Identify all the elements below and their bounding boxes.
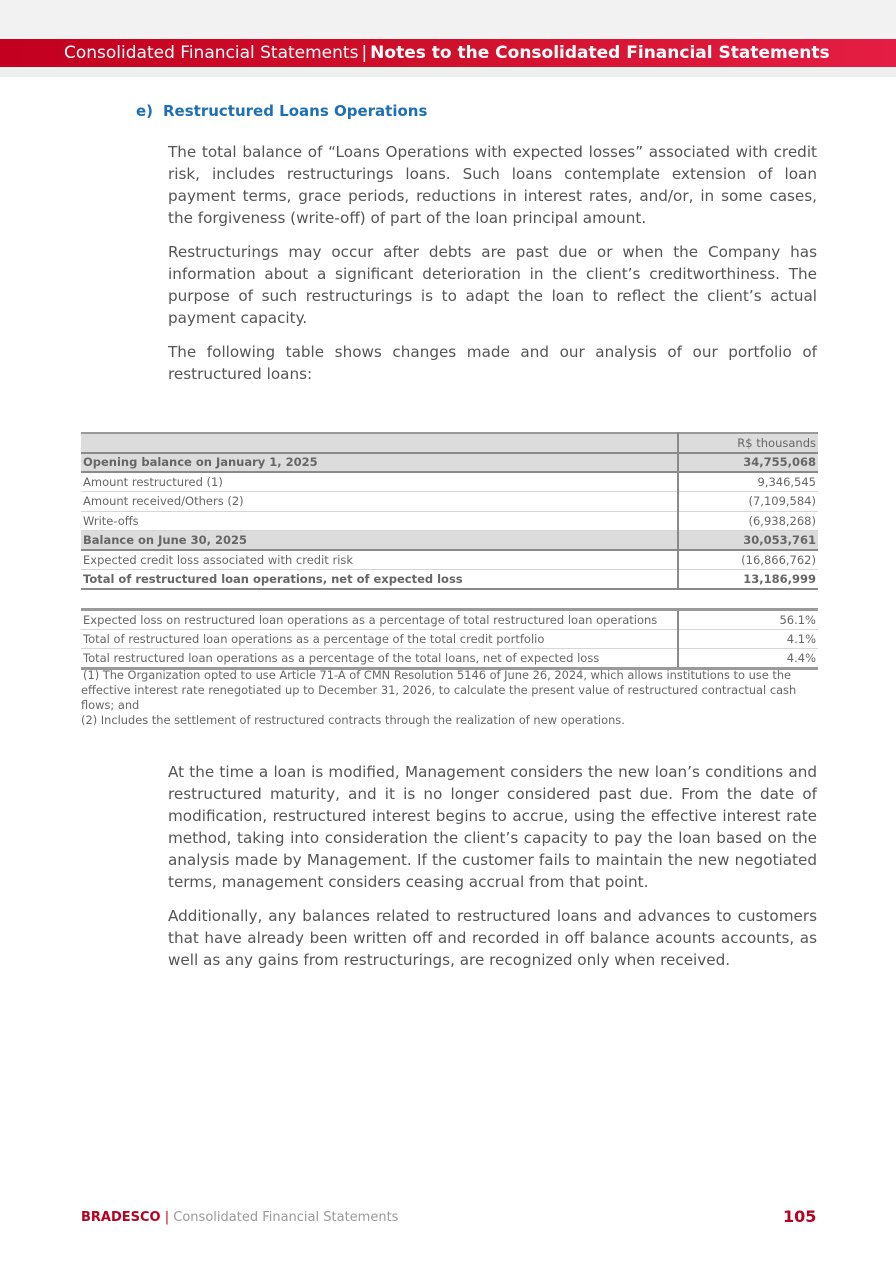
header-section-title: Notes to the Consolidated Financial Statements — [370, 43, 830, 63]
restructured-loans-movement-table — [81, 432, 818, 590]
row-value: 4.4% — [678, 649, 818, 669]
paragraph-written-off-balances: Additionally, any balances related to restructured loans and advances to customers that have already been written off and recorded in off balance acounts accounts, as well as any gains from restructurings, are recognized only when received. — [168, 907, 817, 969]
row-value: 56.1% — [678, 610, 818, 630]
table-row — [81, 492, 818, 512]
paragraph-table-intro: The following table shows changes made and our analysis of our portfolio of restructured loans: — [168, 343, 817, 383]
row-value: (6,938,268) — [678, 511, 818, 531]
restructured-loans-ratio-table — [81, 608, 818, 670]
footer-brand: BRADESCO — [81, 1210, 161, 1225]
row-value: (7,109,584) — [678, 492, 818, 512]
section-heading — [136, 102, 427, 120]
header-separator: | — [361, 43, 368, 63]
table-row — [81, 649, 818, 669]
row-label: Expected loss on restructured loan operations as a percentage of total restructured loan operations — [81, 610, 678, 630]
row-label: Total restructured loan operations as a percentage of the total loans, net of expected loss — [81, 649, 678, 669]
footer-separator: | — [164, 1210, 170, 1225]
footnote-1: (1) The Organization opted to use Article 71-A of CMN Resolution 5146 of June 26, 2024, which allows institutions to use the effective interest rate renegotiated up to December 31, 2026, to calculate the present value of restructured contractual cash flows; and — [81, 668, 797, 712]
section-title-text: Restructured Loans Operations — [163, 102, 428, 120]
page-footer — [81, 1210, 398, 1225]
table-row — [81, 629, 818, 649]
row-label: Opening balance on January 1, 2025 — [81, 453, 678, 473]
paragraph-intro: The total balance of “Loans Operations with expected losses” associated with credit risk, includes restructurings loans. Such loans contemplate extension of loan payment terms, grace periods, reductions in interest rates, and/or, in some cases, the forgiveness (write-off) of part of the loan principal amount. — [168, 143, 817, 227]
paragraph-modification: At the time a loan is modified, Management considers the new loan’s conditions and restructured maturity, and it is no longer considered past due. From the date of modification, restructured interest begins to accrue, using the effective interest rate method, taking into consideration the client’s capacity to pay the loan based on the analysis made by Management. If the customer fails to maintain the new negotiated terms, management considers ceasing accrual from that point. — [168, 763, 817, 891]
table-row — [81, 472, 818, 492]
unit-header: R$ thousands — [678, 433, 818, 453]
table-footnotes — [81, 668, 811, 728]
table-row — [81, 511, 818, 531]
row-label: Expected credit loss associated with credit risk — [81, 550, 678, 570]
page-number: 105 — [783, 1207, 817, 1226]
row-label: Total of restructured loan operations, net of expected loss — [81, 570, 678, 590]
table-row-opening-balance — [81, 453, 818, 473]
header-label-cell — [81, 433, 678, 453]
header-underline-band — [0, 67, 896, 77]
table-row — [81, 550, 818, 570]
header-document-title: Consolidated Financial Statements — [64, 43, 359, 63]
row-value: 9,346,545 — [678, 472, 818, 492]
row-value: 34,755,068 — [678, 453, 818, 473]
table-row-total — [81, 570, 818, 590]
table-header-row — [81, 433, 818, 453]
paragraph-restructuring-occurrence: Restructurings may occur after debts are past due or when the Company has information about a significant deterioration in the client’s creditworthiness. The purpose of such restructurings is to adapt the loan to reflect the client’s actual payment capacity. — [168, 243, 817, 327]
row-value: (16,866,762) — [678, 550, 818, 570]
row-value: 4.1% — [678, 629, 818, 649]
row-label: Balance on June 30, 2025 — [81, 531, 678, 551]
page-header-band — [0, 39, 896, 67]
row-label: Amount received/Others (2) — [81, 492, 678, 512]
row-label: Write-offs — [81, 511, 678, 531]
section-letter: e) — [136, 102, 154, 120]
table-row — [81, 610, 818, 630]
footer-document-title: Consolidated Financial Statements — [173, 1210, 399, 1225]
row-label: Total of restructured loan operations as a percentage of the total credit portfolio — [81, 629, 678, 649]
row-label: Amount restructured (1) — [81, 472, 678, 492]
top-margin — [0, 0, 896, 39]
row-value: 30,053,761 — [678, 531, 818, 551]
footnote-2: (2) Includes the settlement of restructured contracts through the realization of new operations. — [81, 713, 625, 727]
table-row-closing-balance — [81, 531, 818, 551]
row-value: 13,186,999 — [678, 570, 818, 590]
